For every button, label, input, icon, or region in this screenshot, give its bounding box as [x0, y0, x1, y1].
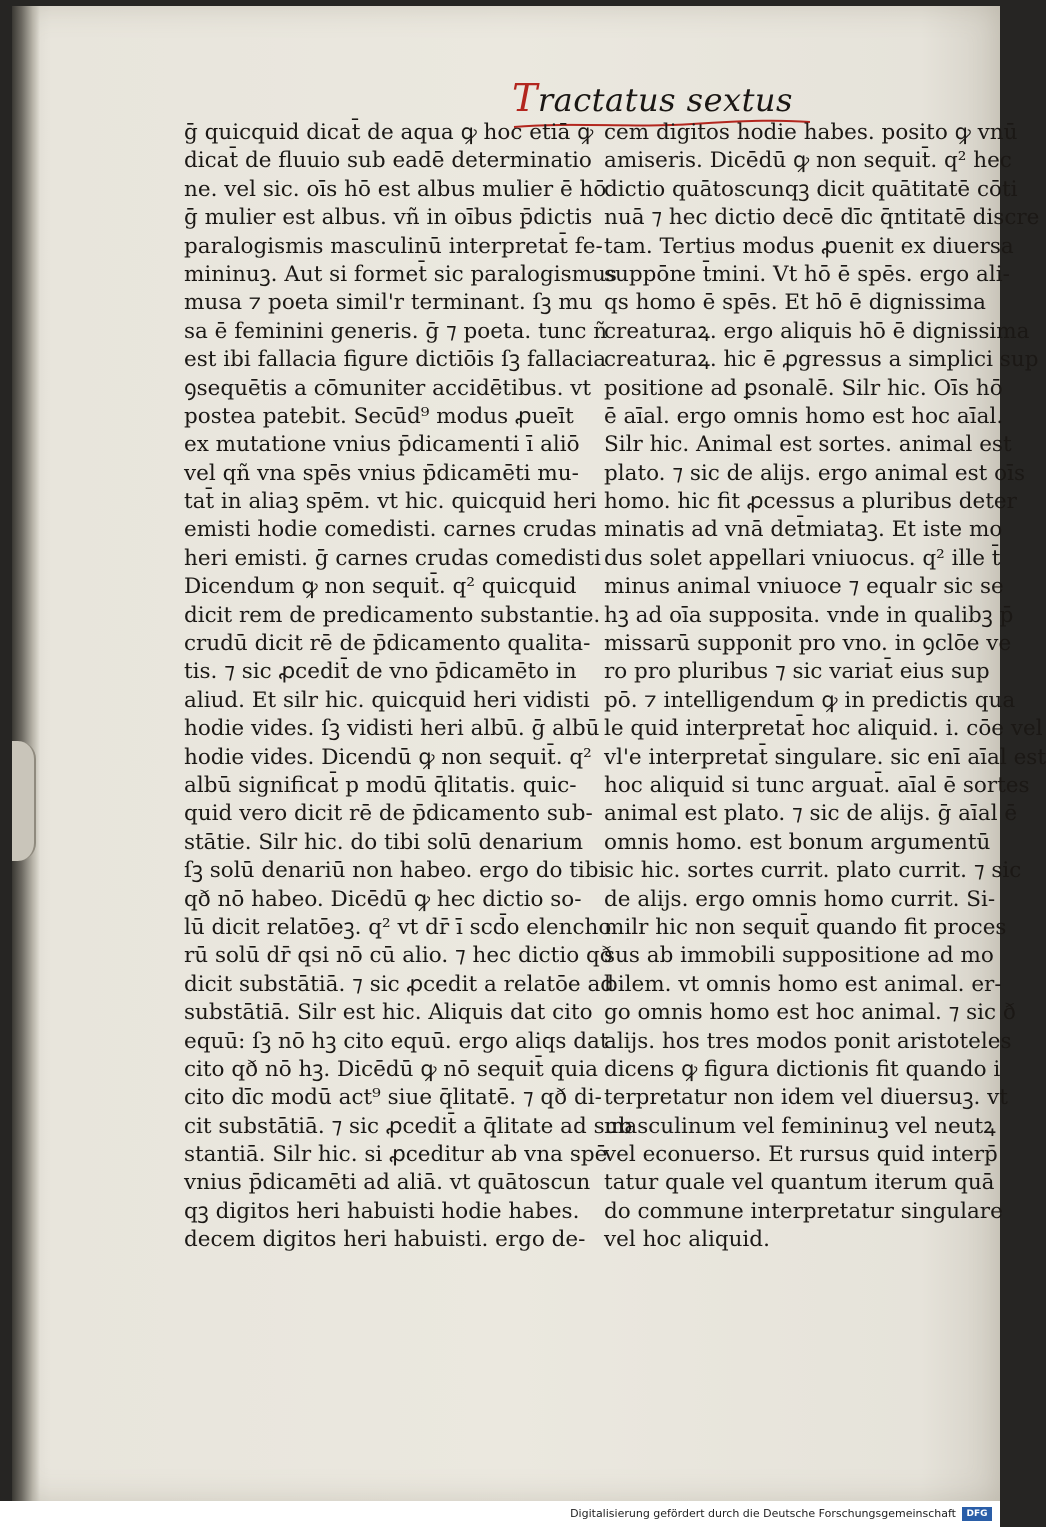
text-line: postea patebit. Secūd⁹ modus ꝓueīt	[184, 403, 574, 429]
dfg-logo: DFG	[962, 1507, 992, 1521]
text-line: ſꝫ solū denariū non habeo. ergo do tibi	[184, 858, 606, 884]
text-line: missarū supponit pro vno. in ꝯclōe ve	[604, 631, 1012, 657]
text-line: sus ab immobili suppositione ad mo	[604, 943, 994, 969]
text-line: ro pro pluribus ⁊ sic variat̄ eius sup	[604, 659, 990, 685]
text-line: qð nō habeo. Dicēdū ꝙ hec dictio so-	[184, 886, 582, 912]
heading-rest: ractatus sextus	[537, 81, 793, 119]
text-line: cit substātiā. ⁊ sic ꝓcedit̄ a q̄litate ad sub	[184, 1113, 633, 1139]
text-line: bilem. vt omnis homo est animal. er-	[604, 971, 1002, 997]
text-line: ē aīal. ergo omnis homo est hoc aīal.	[604, 403, 1004, 429]
text-line: ꝯsequētis a cōmuniter accidētibus. vt	[184, 375, 592, 401]
text-line: masculinum vel femininuꝫ vel neutꝝ	[604, 1113, 996, 1139]
text-line: vel econuerso. Et rursus quid interp̄	[604, 1142, 998, 1168]
text-line: hodie vides. Dicendū ꝙ non sequit̄. q²	[184, 744, 592, 770]
book-page	[12, 6, 1046, 1501]
footer-bar	[0, 1501, 1000, 1527]
right-column	[604, 119, 1046, 1255]
text-line: amiseris. Dicēdū ꝙ non sequit̄. q² hec	[604, 148, 1012, 174]
text-line: tis. ⁊ sic ꝓcedit̄ de vno p̄dicamēto in	[184, 659, 577, 685]
text-line: creaturaꝝ. hic ē ꝓgressus a simplici sup	[604, 347, 1039, 373]
text-line: Silr hic. Animal est sortes. animal est	[604, 432, 1012, 458]
text-line: qs homo ē spēs. Et hō ē dignissima	[604, 290, 986, 316]
text-line: cito dīc modū act⁹ siue q̄litatē. ⁊ qð di-	[184, 1085, 602, 1111]
text-line: minus animal vniuoce ⁊ equalr sic se	[604, 574, 1004, 600]
text-line: ḡ mulier est albus. vñ in oībus p̄dictis	[184, 205, 593, 231]
text-line: tatur quale vel quantum iterum quā	[604, 1170, 995, 1196]
text-line: le quid interpretat̄ hoc aliquid. i. cōe vel	[604, 716, 1043, 742]
text-line: plato. ⁊ sic de alijs. ergo animal est oīs	[604, 460, 1025, 486]
text-line: est ibi fallacia figure dictiōis ſꝫ fallacia	[184, 347, 607, 373]
text-line: vel hoc aliquid.	[604, 1227, 770, 1253]
text-line: emisti hodie comedisti. carnes crudas	[184, 517, 597, 543]
text-line: hꝫ ad oīa supposita. vnde in qualibꝫ p̄	[604, 602, 1014, 628]
text-line: tam. Tertius modus ꝓuenit ex diuersa	[604, 233, 1014, 259]
text-line: albū significat̄ p modū q̄litatis. quic-	[184, 772, 577, 798]
text-line: crudū dicit rē de p̄dicamento qualita-	[184, 631, 591, 657]
text-line: cem digitos hodie habes. posito ꝙ vnū	[604, 120, 1018, 145]
text-line: terpretatur non idem vel diuersuꝫ. vt	[604, 1085, 1008, 1111]
text-line: vl'e interpretat̄ singulare. sic enī aīal est	[604, 744, 1046, 770]
text-line: go omnis homo est hoc animal. ⁊ sic ð	[604, 1000, 1016, 1026]
text-line: Dicendum ꝙ non sequit̄. q² quicquid	[184, 574, 577, 600]
text-line: qꝫ digitos heri habuisti hodie habes.	[184, 1198, 580, 1224]
page-edge-notch	[12, 741, 36, 861]
text-line: dicens ꝙ figura dictionis fit quando i	[604, 1056, 1001, 1082]
text-line: pō. ⁊ intelligendum ꝙ in predictis qua	[604, 687, 1016, 713]
text-line: suppōne t̄mini. Vt hō ē spēs. ergo ali-	[604, 261, 1010, 287]
funding-credit: Digitalisierung gefördert durch die Deutsche Forschungsgemeinschaft	[570, 1507, 956, 1520]
text-line: homo. hic fit ꝓcessus a pluribus deter	[604, 489, 1017, 515]
text-line: alijs. hos tres modos ponit aristoteles	[604, 1028, 1012, 1054]
text-line: vnius p̄dicamēti ad aliā. vt quātoscun	[184, 1170, 591, 1196]
text-line: tat̄ in aliaꝫ spēm. vt hic. quicquid heri	[184, 489, 597, 515]
text-line: animal est plato. ⁊ sic de alijs. ḡ aīal ē	[604, 801, 1018, 827]
text-line: creaturaꝝ. ergo aliquis hō ē dignissima	[604, 318, 1030, 344]
text-line: sa ē feminini generis. ḡ ⁊ poeta. tunc ñ	[184, 318, 608, 344]
text-line: do commune interpretatur singulare	[604, 1198, 1003, 1224]
text-line: substātiā. Silr est hic. Aliquis dat cito	[184, 1000, 593, 1026]
text-line: minatis ad vnā det̄miataꝫ. Et iste mo	[604, 517, 1003, 543]
text-line: aliud. Et silr hic. quicquid heri vidisti	[184, 687, 590, 713]
text-line: hodie vides. ſꝫ vidisti heri albū. ḡ albū	[184, 716, 600, 742]
text-line: dicit substātiā. ⁊ sic ꝓcedit a relatōe ad	[184, 971, 615, 997]
text-line: vel qñ vna spēs vnius p̄dicamēti mu-	[184, 460, 579, 486]
text-line: stātie. Silr hic. do tibi solū denarium	[184, 829, 584, 855]
text-line: cito qð nō hꝫ. Dicēdū ꝙ nō sequit̄ quia	[184, 1056, 598, 1082]
text-line: ḡ quicquid dicat̄ de aqua ꝙ hoc etiā ꝙ	[184, 120, 594, 145]
text-line: omnis homo. est bonum argumentū	[604, 829, 991, 855]
text-line: quid vero dicit rē de p̄dicamento sub-	[184, 801, 593, 827]
text-line: heri emisti. ḡ carnes crudas comedisti	[184, 545, 601, 571]
text-line: equū: ſꝫ nō hꝫ cito equū. ergo aliqs dat	[184, 1028, 609, 1054]
text-line: decem digitos heri habuisti. ergo de-	[184, 1227, 586, 1253]
heading-initial: T	[512, 76, 538, 120]
text-line: paralogismis masculinū interpretat̄ fe-	[184, 233, 603, 259]
text-line: sic hic. sortes currit. plato currit. ⁊ sic	[604, 858, 1022, 884]
text-line: nuā ⁊ hec dictio decē dīc q̄ntitatē discre	[604, 205, 1040, 231]
text-line: hoc aliquid si tunc arguat̄. aīal ē sortes	[604, 772, 1030, 798]
text-line: dicit rem de predicamento substantie.	[184, 602, 601, 628]
text-line: rū solū dr̄ qsi nō cū alio. ⁊ hec dictio qð	[184, 943, 613, 969]
text-line: ex mutatione vnius p̄dicamenti ī aliō	[184, 432, 580, 458]
text-line: dicat̄ de fluuio sub eadē determinatio	[184, 148, 592, 174]
text-line: ne. vel sic. oīs hō est albus mulier ē hō	[184, 176, 607, 202]
text-line: lū dicit relatōeꝫ. q² vt dr̄ ī scd̄o elencho	[184, 914, 612, 940]
text-line: mininuꝫ. Aut si formet̄ sic paralogismus	[184, 261, 617, 287]
text-line: milr hic non sequit̄ quando fit proces	[604, 914, 1007, 940]
text-line: dictio quātoscunqꝫ dicit quātitatē cōti	[604, 176, 1018, 202]
text-line: positione ad ꝑsonalē. Silr hic. Oīs hō	[604, 375, 1003, 401]
left-column	[184, 119, 633, 1255]
text-line: dus solet appellari vniuocus. q² ille t̄	[604, 545, 1001, 571]
text-line: de alijs. ergo omnis homo currit. Si-	[604, 886, 996, 912]
text-line: stantiā. Silr hic. si ꝓceditur ab vna spē	[184, 1142, 608, 1168]
text-line: musa ⁊ poeta simil'r terminant. ſꝫ mu	[184, 290, 593, 316]
